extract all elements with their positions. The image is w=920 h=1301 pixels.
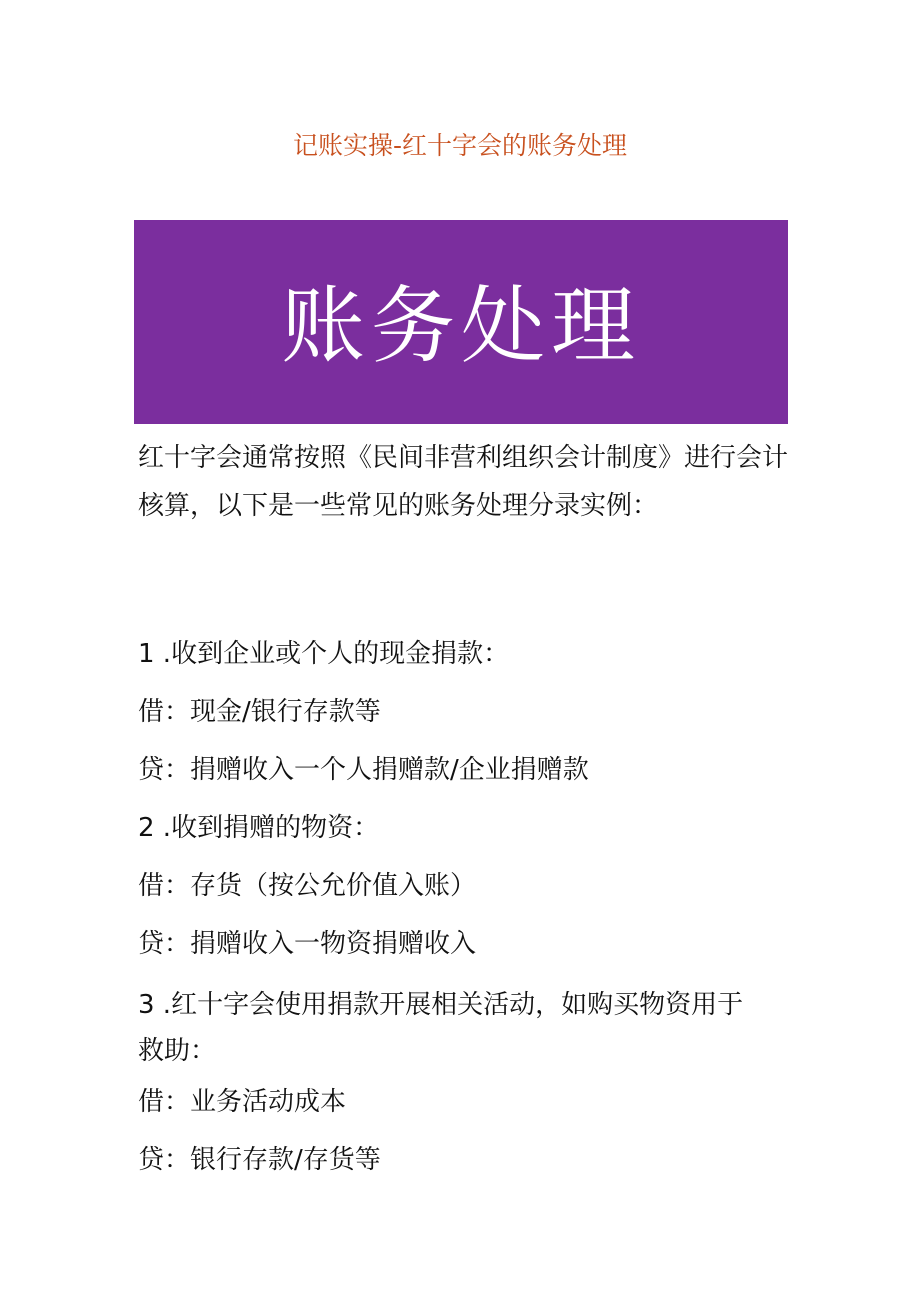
title-banner [134, 220, 788, 424]
item-3-heading: 3 .红十字会使用捐款开展相关活动，如购买物资用于救助： [138, 990, 744, 1066]
item-3-credit: 贷：银行存款/存货等 [138, 1145, 381, 1175]
item-1-credit: 贷：捐赠收入一个人捐赠款/企业捐赠款 [138, 755, 589, 785]
item-3-debit: 借：业务活动成本 [138, 1087, 347, 1117]
item-2-credit: 贷：捐赠收入一物资捐赠收入 [138, 929, 477, 959]
document-title: 记账实操-红十字会的账务处理 [292, 131, 628, 160]
item-2-debit: 借：存货（按公允价值入账） [138, 871, 477, 901]
item-2-heading: 2 .收到捐赠的物资： [138, 813, 380, 843]
item-1-heading: 1 .收到企业或个人的现金捐款： [138, 639, 510, 669]
item-1-debit: 借：现金/银行存款等 [138, 697, 381, 727]
intro-paragraph: 红十字会通常按照《民间非营利组织会计制度》进行会计核算，以下是一些常见的账务处理分录实例： [138, 443, 789, 521]
banner-text: 账务处理 [280, 276, 641, 375]
